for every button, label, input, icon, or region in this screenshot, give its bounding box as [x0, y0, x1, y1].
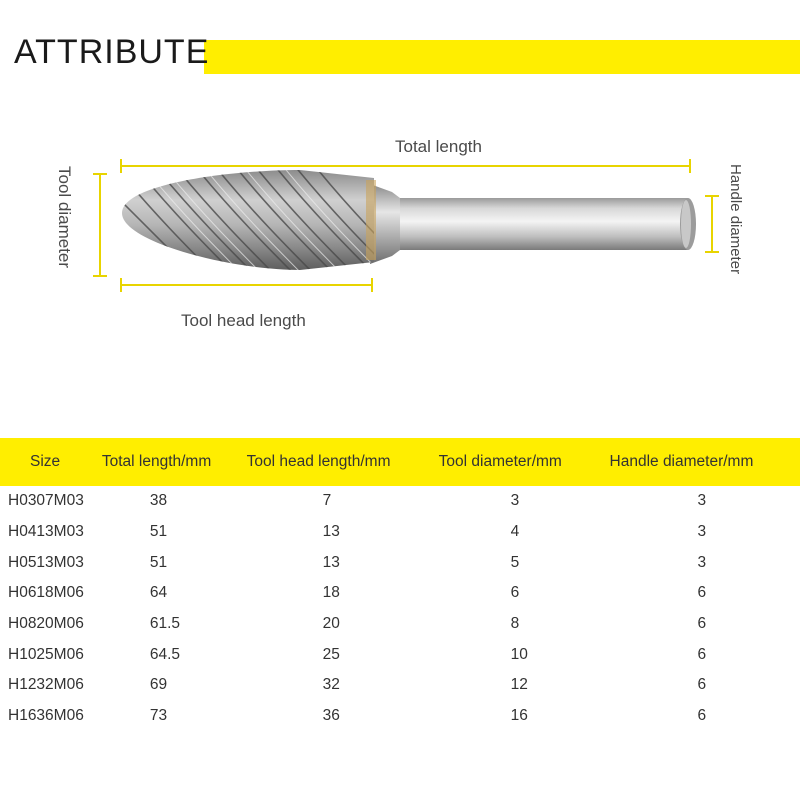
tool-diameter-cell: 10	[510, 645, 528, 663]
handle-diameter-cell: 3	[697, 553, 707, 571]
tool-head-length-dimension	[121, 278, 372, 292]
table-row	[0, 639, 800, 670]
tool-diameter-cell: 4	[510, 523, 520, 541]
column-header: Tool head length/mm	[247, 438, 439, 486]
table-row	[0, 670, 800, 701]
tool-head-length-cell: 32	[322, 676, 340, 694]
size-cell: H0413M03	[8, 523, 84, 541]
product-diagram	[0, 100, 800, 360]
handle-diameter-cell: 6	[697, 676, 707, 694]
total-length-cell: 64	[149, 584, 168, 602]
tool-head-length-cell: 7	[322, 492, 332, 510]
tool-diameter-cell: 6	[510, 584, 520, 602]
total-length-cell: 69	[149, 676, 168, 694]
table-row	[0, 609, 800, 640]
tool-head-length-cell: 13	[322, 553, 340, 571]
total-length-cell: 73	[149, 707, 168, 725]
table-row	[0, 547, 800, 578]
total-length-cell: 64.5	[149, 645, 181, 663]
tool-diameter-cell: 3	[510, 492, 520, 510]
handle-diameter-label: Handle diameter	[727, 164, 744, 275]
tool-diameter-dimension	[93, 174, 107, 276]
page-title: ATTRIBUTE	[14, 33, 210, 71]
total-length-label: Total length	[395, 137, 482, 156]
table-row	[0, 701, 800, 732]
size-cell: H0307M03	[8, 492, 84, 510]
tool-diameter-cell: 12	[510, 676, 528, 694]
size-cell: H1636M06	[8, 707, 84, 725]
column-header: Total length/mm	[102, 438, 247, 486]
handle-diameter-cell: 6	[697, 707, 707, 725]
tool-head-length-cell: 25	[322, 645, 340, 663]
tool-head-length-cell: 18	[322, 584, 340, 602]
tool-head-length-cell: 20	[322, 615, 340, 633]
tool-head-length-cell: 36	[322, 707, 340, 725]
tool-diameter-cell: 16	[510, 707, 528, 725]
handle-diameter-cell: 3	[697, 492, 707, 510]
spec-table	[0, 438, 800, 732]
size-cell: H1232M06	[8, 676, 84, 694]
tool-diameter-label: Tool diameter	[55, 166, 74, 269]
column-header: Tool diameter/mm	[439, 438, 610, 486]
handle-diameter-cell: 6	[697, 645, 707, 663]
size-cell: H0513M03	[8, 553, 84, 571]
table-row	[0, 486, 800, 517]
total-length-cell: 51	[149, 523, 168, 541]
shank	[398, 198, 696, 250]
size-cell: H0618M06	[8, 584, 84, 602]
handle-diameter-cell: 6	[697, 584, 707, 602]
handle-diameter-cell: 3	[697, 523, 707, 541]
table-header-row	[0, 438, 800, 486]
total-length-cell: 51	[149, 553, 168, 571]
size-cell: H1025M06	[8, 645, 84, 663]
total-length-dimension	[121, 159, 690, 173]
table-row	[0, 517, 800, 548]
tool-head-length-label: Tool head length	[181, 311, 306, 330]
handle-diameter-cell: 6	[697, 615, 707, 633]
total-length-cell: 61.5	[149, 615, 181, 633]
handle-diameter-dimension	[705, 196, 719, 252]
size-cell: H0820M06	[8, 615, 84, 633]
total-length-cell: 38	[149, 492, 168, 510]
tool-diameter-cell: 8	[510, 615, 520, 633]
column-header: Size	[0, 438, 102, 486]
column-header: Handle diameter/mm	[610, 438, 800, 486]
tool-diameter-cell: 5	[510, 553, 520, 571]
table-row	[0, 578, 800, 609]
tool-head-length-cell: 13	[322, 523, 340, 541]
